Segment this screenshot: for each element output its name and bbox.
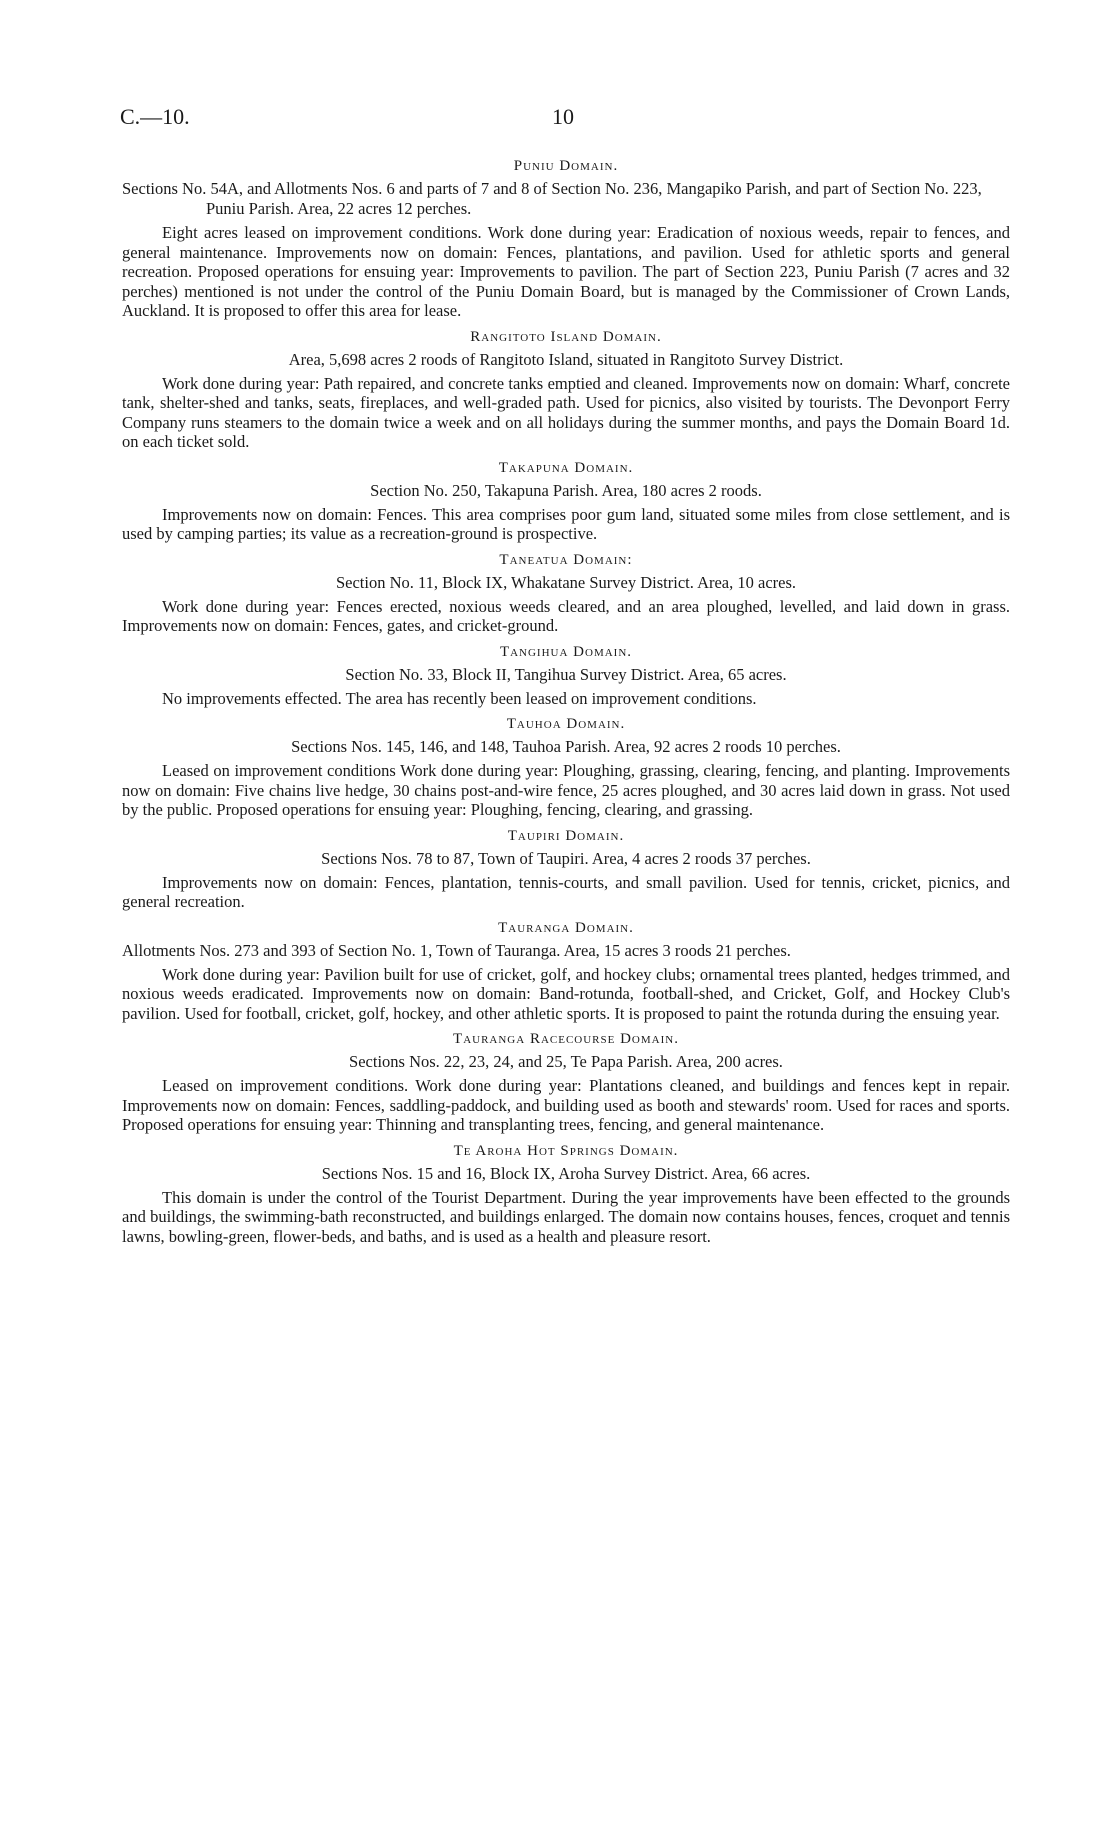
section-body: Work done during year: Path repaired, and concrete tanks emptied and cleaned. Improvements now on domain: Wharf, concrete tank, shelter-shed and tanks, seats, fireplaces, and well-graded path. Used for picnics, also visited by tourists. The Devonport Ferry Company runs steamers to the domain twice a week and on all holidays during the summer months, and pays the Domain Board 1d. on each ticket sold. (122, 373, 1010, 451)
section-heading: Tangihua Domain. (499, 643, 633, 660)
section-heading: Te Aroha Hot Springs Domain. (453, 1142, 679, 1159)
section-subtitle: Allotments Nos. 273 and 393 of Section No. 1, Town of Tauranga. Area, 15 acres 3 roods 21 perches. (122, 940, 791, 960)
section-body: Work done during year: Pavilion built for use of cricket, golf, and hockey clubs; ornamental trees planted, hedges trimmed, and noxious weeds eradicated. Improvements now on domain: Band-rotunda, football-shed, and Cricket, Golf, and Hockey Club's pavilion. Used for football, cricket, golf, hockey, and other athletic sports. It is proposed to paint the rotunda during the ensuing year. (122, 964, 1010, 1023)
section-heading: Taupiri Domain. (507, 827, 625, 844)
section-subtitle: Section No. 11, Block IX, Whakatane Survey District. Area, 10 acres. (335, 572, 797, 592)
section-body: Work done during year: Fences erected, noxious weeds cleared, and an area ploughed, levelled, and laid down in grass. Improvements now on domain: Fences, gates, and cricket-ground. (122, 596, 1010, 635)
section-heading: Tauranga Racecourse Domain. (453, 1031, 679, 1047)
section-body: No improvements effected. The area has recently been leased on improvement conditions. (162, 688, 757, 708)
section-tauhoa-domain (122, 716, 1010, 820)
section-heading: Rangitoto Island Domain. (470, 328, 662, 345)
section-taupiri-domain (122, 828, 1010, 912)
section-subtitle: Sections Nos. 22, 23, 24, and 25, Te Papa Parish. Area, 200 acres. (349, 1052, 783, 1071)
section-body: Improvements now on domain: Fences, plantation, tennis-courts, and small pavilion. Used for tennis, cricket, picnics, and general recreation. (122, 872, 1010, 911)
page-number: 10 (552, 104, 574, 129)
section-puniu-domain (122, 158, 1010, 321)
section-tauranga-racecourse-domain (122, 1031, 1010, 1135)
section-te-aroha-hot-springs-domain (122, 1143, 1010, 1247)
section-heading: Takapuna Domain. (498, 459, 634, 476)
section-subtitle: Section No. 250, Takapuna Parish. Area, 180 acres 2 roods. (370, 480, 762, 500)
section-body: Improvements now on domain: Fences. This area comprises poor gum land, situated some miles from close settlement, and is used by camping parties; its value as a recreation-ground is prospective. (122, 504, 1010, 543)
section-heading: Puniu Domain. (513, 158, 619, 174)
document-body (122, 150, 1010, 1254)
page-ref: C.—10. (120, 104, 190, 129)
section-subtitle: Sections Nos. 145, 146, and 148, Tauhoa Parish. Area, 92 acres 2 roods 10 perches. (291, 737, 841, 756)
section-body: This domain is under the control of the Tourist Department. During the year improvements have been effected to the grounds and buildings, the swimming-bath reconstructed, and buildings enlarged. The domain now contains houses, fences, croquet and tennis lawns, bowling-green, flower-beds, and baths, and is used as a health and pleasure resort. (122, 1187, 1010, 1246)
section-rangitoto-island-domain (122, 329, 1010, 452)
section-subtitle: Sections No. 54A, and Allotments Nos. 6 and parts of 7 and 8 of Section No. 236, Mangapiko Parish, and part of Section No. 223, Puniu Parish. Area, 22 acres 12 perches. (122, 179, 982, 218)
section-body: Leased on improvement conditions. Work done during year: Plantations cleaned, and buildings and fences kept in repair. Improvements now on domain: Fences, saddling-paddock, and building used as booth and stewards' room. Used for races and sports. Proposed operations for ensuing year: Thinning and transplanting trees, fencing, and general maintenance. (122, 1076, 1010, 1134)
section-body: Leased on improvement conditions Work done during year: Ploughing, grassing, clearing, fencing, and planting. Improvements now on domain: Five chains live hedge, 30 chains post-and-wire fence, 25 acres ploughed, and 30 acres laid down in grass. Not used by the public. Proposed operations for ensuing year: Ploughing, fencing, clearing, and grassing. (122, 761, 1010, 819)
section-subtitle: Section No. 33, Block II, Tangihua Survey District. Area, 65 acres. (345, 664, 787, 684)
section-subtitle: Sections Nos. 78 to 87, Town of Taupiri. Area, 4 acres 2 roods 37 perches. (321, 848, 811, 868)
section-subtitle: Sections Nos. 15 and 16, Block IX, Aroha Survey District. Area, 66 acres. (321, 1163, 811, 1183)
section-taneatua-domain (122, 552, 1010, 636)
section-heading: Tauhoa Domain. (506, 716, 626, 732)
section-body: Eight acres leased on improvement conditions. Work done during year: Eradication of noxious weeds, repair to fences, and general maintenance. Improvements now on domain: Fences, plantations, and pavilion. Used for athletic sports and general recreation. Proposed operations for ensuing year: Improvements to pavilion. The part of Section 223, Puniu Parish (7 acres and 32 perches) mentioned is not under the control of the Puniu Domain Board, but is managed by the Commissioner of Crown Lands, Auckland. It is proposed to offer this area for lease. (122, 223, 1010, 320)
section-subtitle: Area, 5,698 acres 2 roods of Rangitoto Island, situated in Rangitoto Survey District. (288, 349, 844, 369)
section-tauranga-domain (122, 920, 1010, 1024)
section-takapuna-domain (122, 460, 1010, 544)
section-heading: Taneatua Domain: (499, 551, 633, 568)
section-tangihua-domain (122, 644, 1010, 709)
section-heading: Tauranga Domain. (498, 919, 634, 936)
